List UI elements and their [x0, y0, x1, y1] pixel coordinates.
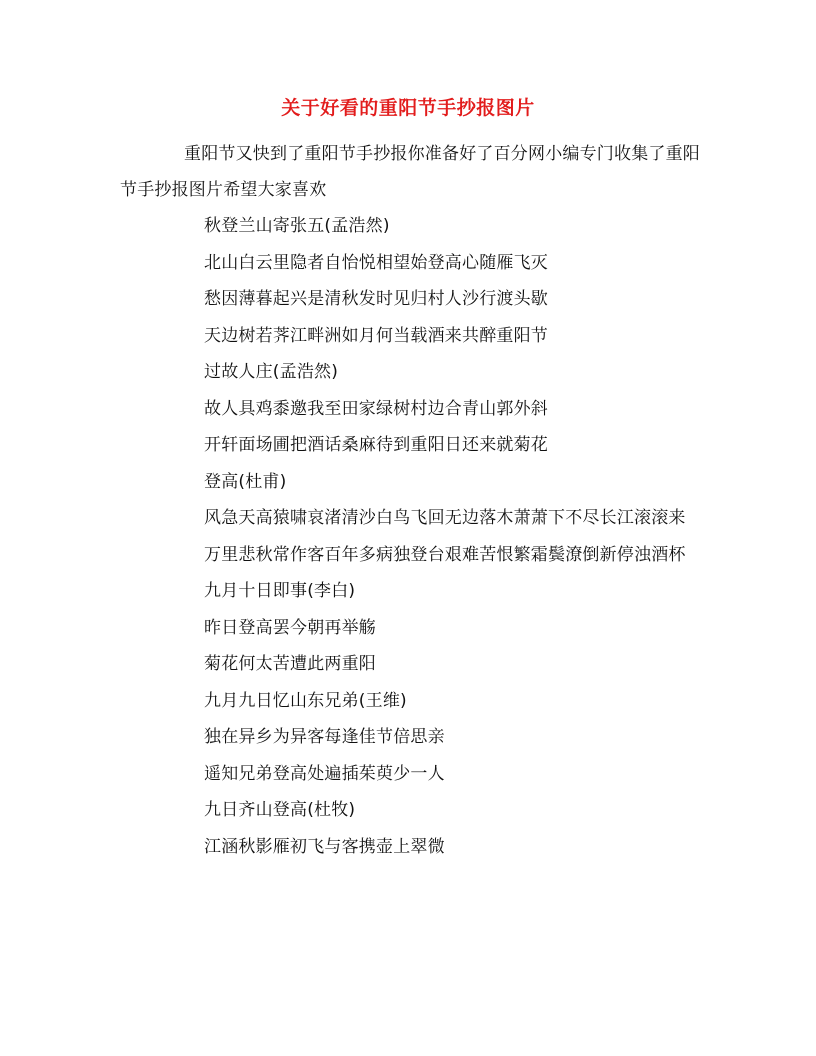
- poem-line: 九月九日忆山东兄弟(王维): [204, 690, 407, 711]
- poem-line: 过故人庄(孟浩然): [204, 362, 339, 382]
- poem-line: 九月十日即事(李白): [204, 581, 356, 601]
- document-title: 关于好看的重阳节手抄报图片: [281, 97, 535, 119]
- poem-line: 愁因薄暮起兴是清秋发时见归村人沙行渡头歇: [204, 289, 548, 309]
- poem-line: 遥知兄弟登高处遍插茱萸少一人: [204, 763, 445, 784]
- poem-line: 九日齐山登高(杜牧): [204, 800, 356, 820]
- poem-line: 秋登兰山寄张五(孟浩然): [204, 216, 390, 236]
- poem-line: 菊花何太苦遭此两重阳: [204, 654, 376, 674]
- poem-line: 登高(杜甫): [204, 471, 287, 492]
- poem-line: 江涵秋影雁初飞与客携壶上翠微: [204, 836, 445, 857]
- poem-lines: [120, 208, 700, 865]
- poem-line: 开轩面场圃把酒话桑麻待到重阳日还来就菊花: [204, 435, 548, 455]
- poem-line: 风急天高猿啸哀渚清沙白鸟飞回无边落木萧萧下不尽长江滚滚来: [204, 508, 686, 528]
- poem-line: 北山白云里隐者自怡悦相望始登高心随雁飞灭: [204, 252, 548, 273]
- poem-line: 故人具鸡黍邀我至田家绿树村边合青山郭外斜: [204, 398, 548, 419]
- poem-line: 天边树若荠江畔洲如月何当载酒来共醉重阳节: [204, 325, 548, 346]
- poem-line: 独在异乡为异客每逢佳节倍思亲: [204, 727, 445, 747]
- poem-line: 昨日登高罢今朝再举觞: [204, 617, 376, 638]
- intro-paragraph: 重阳节又快到了重阳节手抄报你准备好了百分网小编专门收集了重阳节手抄报图片希望大家喜欢: [120, 144, 700, 200]
- poem-line: 万里悲秋常作客百年多病独登台艰难苦恨繁霜鬓潦倒新停浊酒杯: [204, 544, 686, 565]
